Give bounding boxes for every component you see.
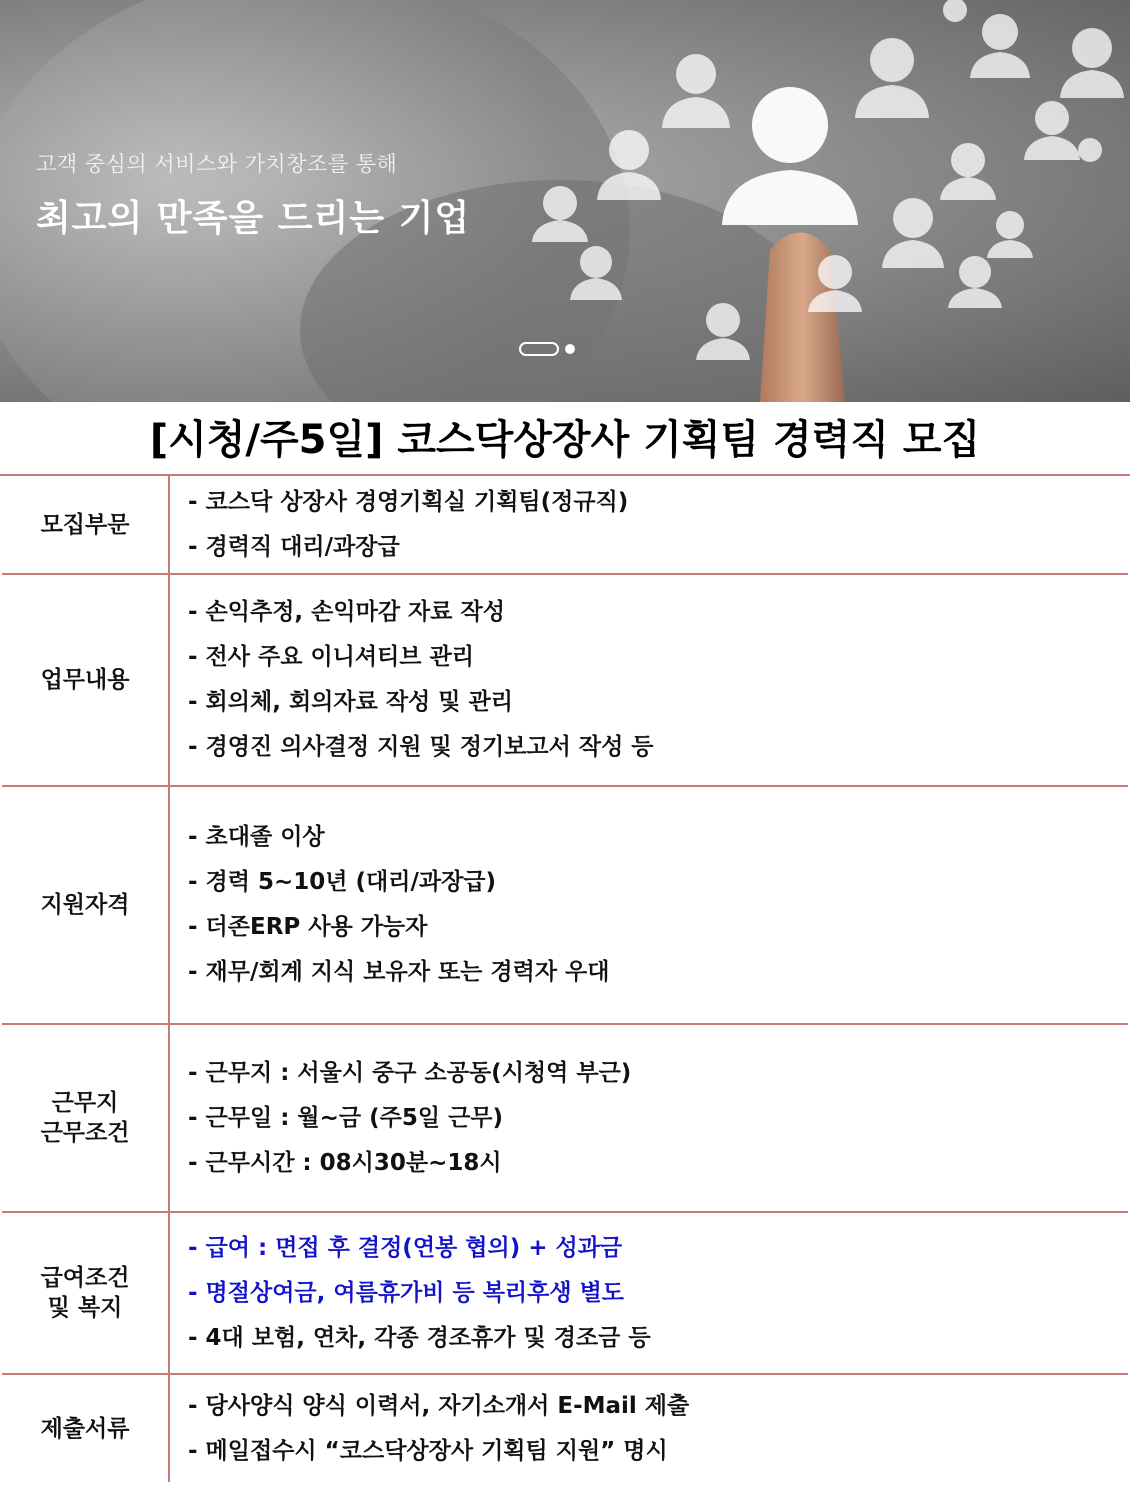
section-line: - 손익추정, 손익마감 자료 작성 [188,599,505,625]
section-line: - 경력직 대리/과장급 [188,533,400,560]
section-line: - 근무일 : 월~금 (주5일 근무) [188,1104,504,1131]
section-label-text: 근무지 [51,1090,119,1116]
section-content [169,1024,1128,1212]
section-label [2,1212,169,1374]
carousel-dot[interactable] [565,344,575,354]
section-line: - 4대 보험, 연차, 각종 경조휴가 및 경조금 등 [188,1324,651,1351]
section-row [2,1374,1128,1482]
section-line: - 초대졸 이상 [188,824,325,850]
section-content [169,1212,1128,1374]
section-line: - 회의체, 회의자료 작성 및 관리 [188,689,513,715]
section-line: - 당사양식 양식 이력서, 자기소개서 E-Mail 제출 [188,1392,690,1419]
section-label-text: 근무조건 [40,1120,130,1146]
section-line: - 급여 : 면접 후 결정(연봉 협의) + 성과금 [188,1234,623,1261]
posting-title: [시청/주5일] 코스닥상장사 기획팀 경력직 모집 [0,402,1130,476]
section-line: - 경영진 의사결정 지원 및 정기보고서 작성 등 [188,734,654,760]
section-row [2,574,1128,786]
section-line: - 재무/회계 지식 보유자 또는 경력자 우대 [188,959,610,985]
carousel-indicator [519,342,575,356]
section-line: - 더존ERP 사용 가능자 [188,914,428,940]
section-line: - 코스닥 상장사 경영기획실 기획팀(정규직) [188,488,629,515]
carousel-dot-active[interactable] [519,342,559,356]
section-row [2,1212,1128,1374]
hero-headline: 최고의 만족을 드리는 기업 [36,198,471,239]
section-label-text: 모집부문 [40,511,130,538]
section-row [2,476,1128,574]
hero-subtitle: 고객 중심의 서비스와 가치창조를 통해 [36,152,398,176]
section-content [169,476,1128,574]
section-label [2,786,169,1024]
section-line: - 경력 5~10년 (대리/과장급) [188,869,497,895]
section-label-text: 지원자격 [40,892,130,918]
section-label [2,1374,169,1482]
section-line: - 명절상여금, 여름휴가비 등 복리후생 별도 [188,1279,625,1306]
section-label-text: 제출서류 [40,1415,130,1442]
section-line: - 근무지 : 서울시 중구 소공동(시청역 부근) [188,1059,632,1086]
section-content [169,1374,1128,1482]
section-label [2,476,169,574]
section-line: - 전사 주요 이니셔티브 관리 [188,644,474,670]
section-label [2,1024,169,1212]
section-label [2,574,169,786]
section-content [169,574,1128,786]
section-line: - 근무시간 : 08시30분~18시 [188,1149,502,1176]
section-row [2,786,1128,1024]
section-line: - 메일접수시 “코스닥상장사 기획팀 지원” 명시 [188,1437,668,1464]
posting-table [2,476,1128,1482]
section-row [2,1024,1128,1212]
section-content [169,786,1128,1024]
section-label-text: 업무내용 [40,667,130,693]
section-label-text: 급여조건 [40,1265,130,1291]
section-label-text: 및 복지 [47,1295,123,1321]
hero-banner [0,0,1130,402]
